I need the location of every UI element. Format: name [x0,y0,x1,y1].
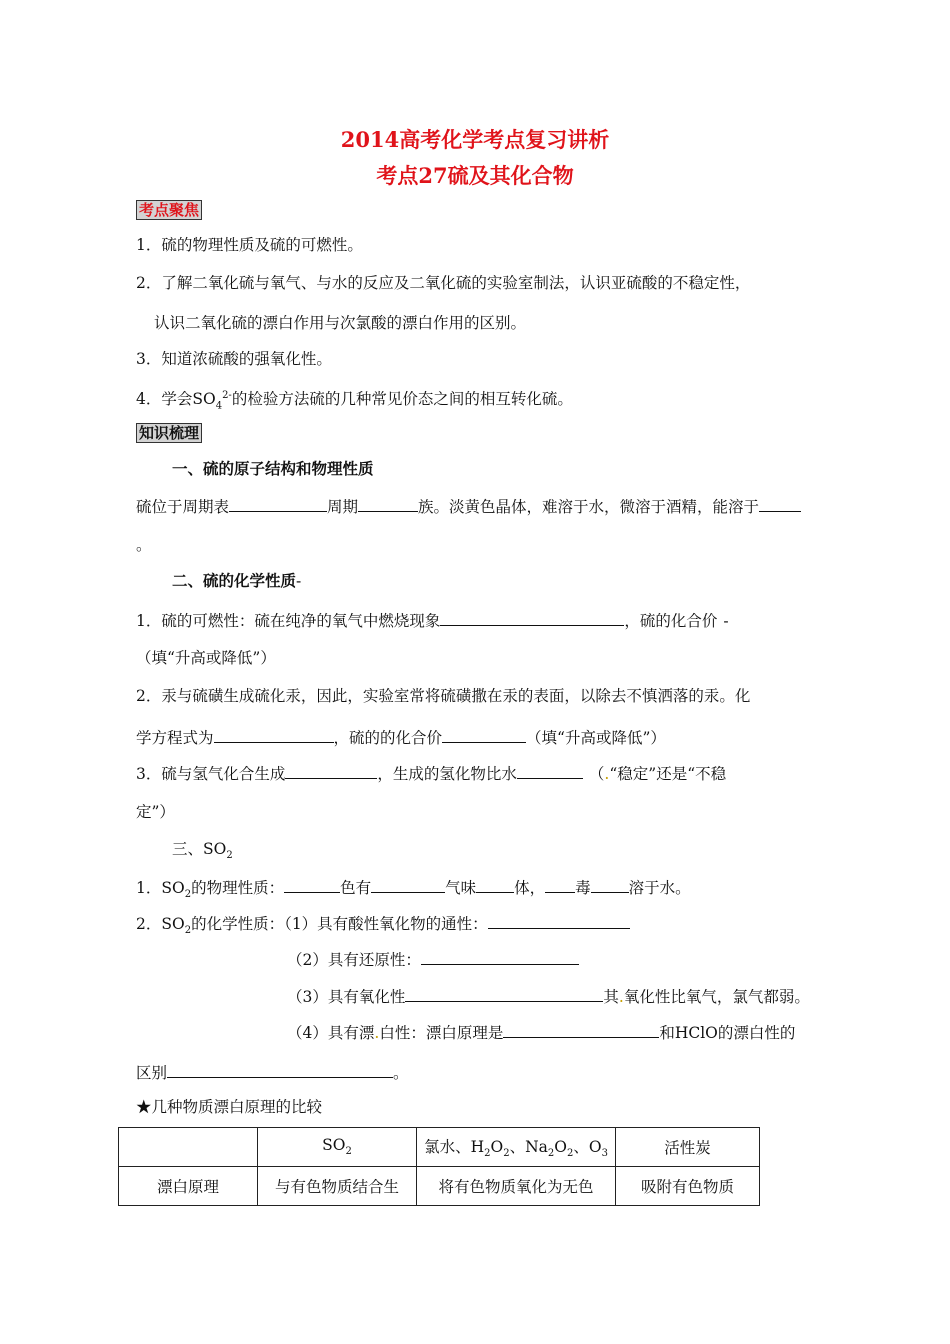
sec3-l1-g: 溶于水。 [628,879,691,897]
blank-difference [167,1061,393,1078]
blank-equation [214,726,334,743]
sec3-l1-c: 色有 [340,879,372,897]
sec2-item-3-cont: 定”） [136,803,175,821]
table-header-carbon: 活性炭 [616,1128,760,1167]
sec3-l5-c: 和HClO的漂白性的 [659,1024,796,1042]
focus-item-4-b: 的检验方法硫的几种常见价态之间的相互转化硫。 [231,390,573,409]
sec2-item-2: 2．汞与硫磺生成硫化汞，因此，实验室常将硫磺撒在汞的表面，以除去不慎洒落的汞。化 [136,687,751,705]
sec2-i3-text-b: ，生成的氢化物比水 [377,765,517,783]
blank-odor [371,876,445,893]
sec2-item-3 [136,762,726,784]
blank-reducibility [421,948,579,965]
blank-hydride [285,762,377,779]
sec3-l6-b: 。 [393,1064,409,1082]
knowledge-tag: 知识梳理 [136,423,202,443]
sec2-i2-text-b: 学方程式为 [136,729,214,747]
sec2-i1-text: 1．硫的可燃性：硫在纯净的氧气中燃烧现象 [136,612,441,630]
blank-solubility [591,876,629,893]
col2-sub-1: 2 [484,1148,491,1160]
sec1-text-a: 硫位于周期表 [136,498,230,516]
sec3-item-2-4-cont [136,1061,409,1083]
focus-item-2-cont: 认识二氧化硫的漂白作用与次氯酸的漂白作用的区别。 [154,314,527,332]
sec2-i3-text-d: “稳定”还是“不稳 [609,765,727,783]
sec3-l1-e: 体， [514,879,546,897]
blank-acidic-oxide [488,912,630,929]
blank-oxidizing [405,985,603,1002]
sec2-i3-text-a: 3．硫与氢气化合生成 [136,765,286,783]
table-row-label: 漂白原理 [119,1167,258,1206]
document-title: 2014高考化学考点复习讲析 [340,127,610,152]
focus-item-4-a: 4．学会SO [136,390,216,409]
mark-dot-3: . [374,1024,380,1042]
sec3-l3: （2）具有还原性： [287,951,421,969]
blank-toxicity [545,876,575,893]
col2-d: O [554,1137,567,1156]
blank-bleach-principle [503,1021,659,1038]
sec2-i2-text-c: ，硫的的化合价 [333,729,443,747]
sec2-item-1-cont: （填“升高或降低”） [136,649,276,667]
sec1-text-b: 周期 [327,498,359,516]
table-row [119,1128,760,1167]
table-cell [119,1128,258,1167]
blank-solvent [759,495,801,512]
focus-tag: 考点聚焦 [136,200,202,220]
focus-item-1: 1．硫的物理性质及硫的可燃性。 [136,236,363,254]
sec3-l4-c: 氧化性比氧气，氯气都弱。 [623,988,810,1006]
blank-stability [517,762,583,779]
table-cell: 与有色物质结合生 [258,1167,417,1206]
col1-sub: 2 [345,1146,352,1158]
sec3-heading-sub: 2 [226,850,233,862]
bleach-comparison-table [118,1127,760,1206]
sec2-heading-mark: - [296,572,302,590]
sec3-l6-a: 区别 [136,1064,168,1082]
sec3-l2-a: 2．SO [136,915,185,933]
section-3-heading [172,839,233,866]
table-header-so2 [258,1128,417,1167]
focus-item-3: 3．知道浓硫酸的强氧化性。 [136,350,332,368]
sec2-i3-paren: （ [588,765,605,783]
table-row [119,1167,760,1206]
sec3-l5-b: 白性：漂白原理是 [379,1024,504,1042]
sec3-l1-sub: 2 [184,889,192,901]
section-1-end: 。 [136,536,152,554]
so4-subscript: 4 [215,400,223,412]
sec2-i2-text-d: （填“升高或降低”） [526,729,666,747]
sec3-l2-sub: 2 [184,925,192,937]
sec2-i1-text-b: ，硫的化合价 [624,612,718,630]
sec3-l1-d: 气味 [445,879,477,897]
focus-item-2: 2．了解二氧化硫与氧气、与水的反应及二氧化硫的实验室制法，认识亚硫酸的不稳定性， [136,274,751,292]
col2-sub-5: 3 [601,1148,608,1160]
blank-valence [442,726,526,743]
table-cell: 吸附有色物质 [616,1167,760,1206]
document-subtitle: 考点27硫及其化合物 [376,163,574,188]
blank-period [229,495,327,512]
sec2-item-1 [136,609,729,631]
col2-sub-2: 2 [503,1148,510,1160]
sec3-l5-a: （4）具有漂 [287,1024,375,1042]
table-header-oxidizers [417,1128,616,1167]
col1-text: SO [322,1136,346,1155]
sec3-item-2-4 [287,1021,795,1043]
sec3-l1-f: 毒 [575,879,591,897]
section-1-heading: 一、硫的原子结构和物理性质 [172,459,374,478]
col2-a: 氯水、H [424,1137,485,1156]
sec3-l4-b: 其 [603,988,619,1006]
blank-group [358,495,418,512]
sec3-l1-b: 的物理性质： [191,879,285,897]
so4-superscript: 2- [222,390,232,401]
mark-dot-2: . [618,988,624,1006]
col2-e: 、O [573,1137,602,1156]
sec3-heading-text: 三、SO [172,840,227,858]
sec3-l1-a: 1．SO [136,879,185,897]
sec3-item-2-3 [287,985,810,1007]
sec3-item-2-2 [287,948,579,970]
col2-sub-3: 2 [547,1148,555,1160]
sec2-heading-text: 二、硫的化学性质 [172,571,297,590]
col2-sub-4: 2 [566,1148,574,1160]
sec1-text-c: 族。淡黄色晶体，难溶于水，微溶于酒精，能溶于 [418,498,760,516]
section-1-line [136,495,801,517]
sec3-l2-b: 的化学性质：（1）具有酸性氧化物的通性： [191,915,488,933]
col2-c: 、Na [509,1137,548,1156]
sec2-i1-mark: - [723,612,729,630]
focus-item-4 [136,386,573,416]
sec3-l4-a: （3）具有氧化性 [287,988,406,1006]
sec2-item-2-cont [136,726,666,748]
sec3-item-1 [136,876,691,905]
compare-heading: ★几种物质漂白原理的比较 [136,1098,323,1116]
blank-color [284,876,340,893]
mark-dot: . [604,765,610,783]
col2-b: O [490,1137,504,1156]
table-cell: 将有色物质氧化为无色 [417,1167,616,1206]
sec3-item-2 [136,912,630,941]
blank-state [476,876,514,893]
blank-burning-phenomenon [440,609,624,626]
section-2-heading [172,571,301,591]
